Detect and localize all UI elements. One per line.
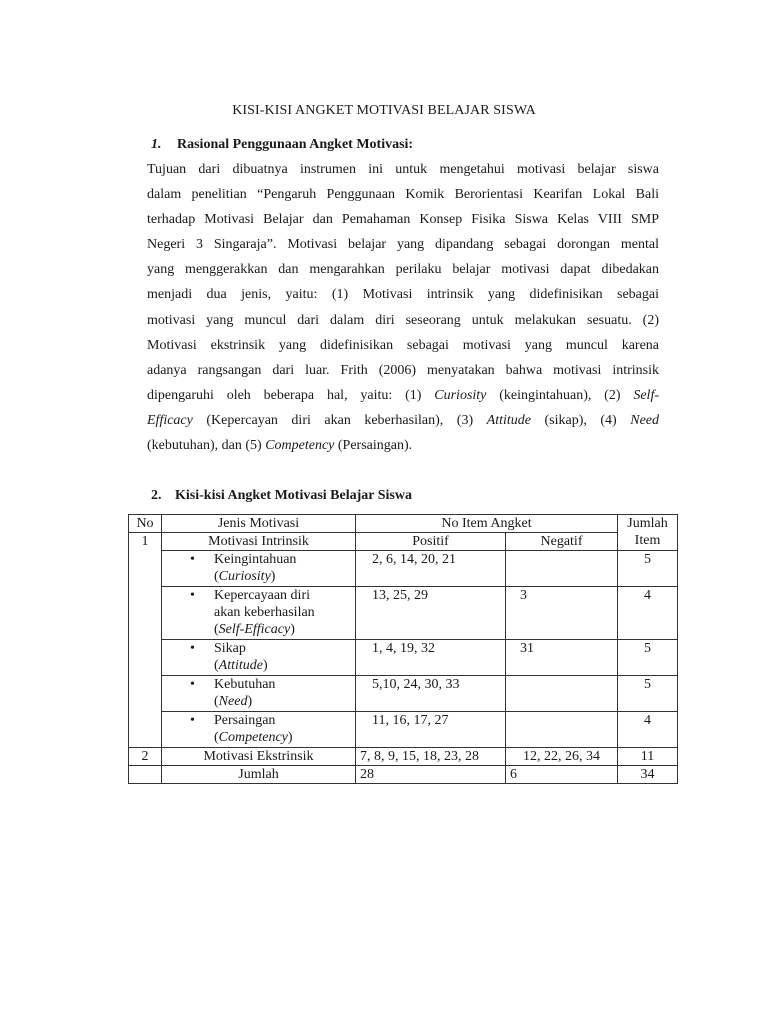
table-subheader-row — [129, 533, 678, 551]
paragraph-line: terhadap Motivasi Belajar dan Pemahaman Konsep Fisika Siswa Kelas VIII SMP — [147, 212, 659, 228]
header-positif: Positif — [356, 533, 506, 551]
kisi-table — [128, 514, 678, 784]
total-negatif: 6 — [506, 766, 618, 784]
jumlah-cell: 4 — [618, 587, 678, 640]
motivation-type: • Sikap (Attitude) — [162, 640, 356, 676]
negatif-cell: 12, 22, 26, 34 — [506, 748, 618, 766]
table-row — [129, 551, 678, 587]
section1-paragraph — [147, 157, 659, 458]
paragraph-line: Tujuan dari dibuatnya instrumen ini untuk mengetahui motivasi belajar siswa — [147, 162, 659, 177]
motivation-type: • Kepercayaan diri akan keberhasilan (Self-Efficacy) — [162, 587, 356, 640]
total-jumlah: 34 — [618, 766, 678, 784]
jumlah-cell: 11 — [618, 748, 678, 766]
section1-heading — [151, 137, 413, 153]
paragraph-line: adanya rangsangan dari luar. Frith (2006) menyatakan bahwa motivasi intrinsik — [147, 362, 659, 378]
table-row — [129, 748, 678, 766]
motivation-type: • Keingintahuan (Curiosity) — [162, 551, 356, 587]
paragraph-line: motivasi yang muncul dari dalam diri seseorang untuk melakukan sesuatu. (2) — [147, 312, 659, 328]
positif-cell: 2, 6, 14, 20, 21 — [356, 551, 506, 587]
section1-title: Rasional Penggunaan Angket Motivasi: — [177, 137, 414, 152]
group1-label: Motivasi Intrinsik — [162, 533, 356, 551]
section1-number: 1. — [151, 137, 162, 152]
positif-cell: 5,10, 24, 30, 33 — [356, 676, 506, 712]
paragraph-line: Efficacy (Kepercayan diri akan keberhasilan), (3) Attitude (sikap), (4) Need — [147, 412, 660, 428]
table-header-row — [129, 515, 678, 533]
section2-number: 2. — [151, 488, 162, 503]
paragraph-line: (kebutuhan), dan (5) Competency (Persaingan). — [147, 438, 413, 454]
total-label: Jumlah — [162, 766, 356, 784]
paragraph-line: Negeri 3 Singaraja”. Motivasi belajar yang dipandang sebagai dorongan mental — [147, 237, 659, 253]
header-negatif: Negatif — [506, 533, 618, 551]
negatif-cell — [506, 712, 618, 748]
table-row — [129, 640, 678, 676]
table-row — [129, 676, 678, 712]
jumlah-cell: 5 — [618, 551, 678, 587]
jumlah-cell: 5 — [618, 676, 678, 712]
group1-no: 1 — [129, 533, 162, 748]
motivation-type: • Kebutuhan (Need) — [162, 676, 356, 712]
jumlah-cell: 5 — [618, 640, 678, 676]
section2-heading — [151, 488, 412, 504]
group2-no: 2 — [129, 748, 162, 766]
paragraph-line: dipengaruhi oleh beberapa hal, yaitu: (1) Curiosity (keingintahuan), (2) Self- — [147, 387, 659, 403]
negatif-cell: 3 — [506, 587, 618, 640]
negatif-cell — [506, 676, 618, 712]
group2-label: Motivasi Ekstrinsik — [162, 748, 356, 766]
header-jumlah: Jumlah Item — [618, 515, 678, 551]
positif-cell: 7, 8, 9, 15, 18, 23, 28 — [356, 748, 506, 766]
header-no: No — [129, 515, 162, 533]
paragraph-line: yang menggerakkan dan mengarahkan perilaku belajar motivasi dapat dibedakan — [147, 262, 659, 278]
section2-title: Kisi-kisi Angket Motivasi Belajar Siswa — [175, 488, 412, 503]
negatif-cell — [506, 551, 618, 587]
paragraph-line: dalam penelitian “Pengaruh Penggunaan Komik Berorientasi Kearifan Lokal Bali — [147, 187, 659, 203]
header-jenis: Jenis Motivasi — [162, 515, 356, 533]
motivation-type: • Persaingan (Competency) — [162, 712, 356, 748]
paragraph-line: Motivasi ekstrinsik yang didefinisikan sebagai motivasi yang muncul karena — [147, 337, 659, 353]
table-row — [129, 712, 678, 748]
table-total-row — [129, 766, 678, 784]
table-row — [129, 587, 678, 640]
paragraph-line: menjadi dua jenis, yaitu: (1) Motivasi intrinsik yang didefinisikan sebagai — [147, 287, 659, 303]
jumlah-cell: 4 — [618, 712, 678, 748]
total-positif: 28 — [356, 766, 506, 784]
positif-cell: 11, 16, 17, 27 — [356, 712, 506, 748]
positif-cell: 1, 4, 19, 32 — [356, 640, 506, 676]
total-no-cell — [129, 766, 162, 784]
positif-cell: 13, 25, 29 — [356, 587, 506, 640]
header-item: No Item Angket — [356, 515, 618, 533]
page-title: KISI-KISI ANGKET MOTIVASI BELAJAR SISWA — [232, 103, 536, 118]
negatif-cell: 31 — [506, 640, 618, 676]
